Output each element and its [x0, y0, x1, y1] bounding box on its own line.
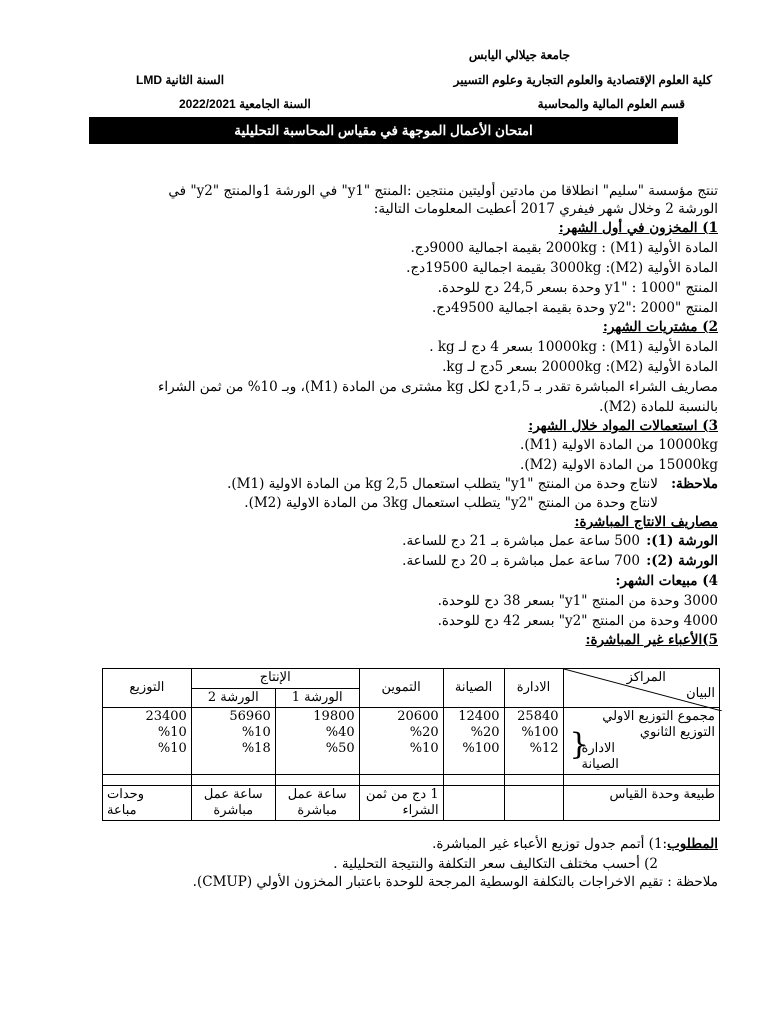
cell-value: 23400 [145, 709, 187, 724]
cell-value: %50 [325, 741, 355, 756]
col-supply-header: التموين [359, 669, 443, 708]
spacer-cell [191, 775, 275, 786]
section-1-heading: 1) المخزون في أول الشهر: [558, 220, 718, 236]
cell-value: %18 [241, 741, 271, 756]
s4-line: 3000 وحدة من المنتج "y1" بسعر 38 دج للوحدة. [437, 593, 718, 609]
supply-values [359, 708, 443, 775]
workshop-1-text: 500 ساعة عمل مباشرة بـ 21 دج للساعة. [402, 533, 640, 549]
indirect-costs-table [102, 668, 720, 821]
cell-value: مباشرة [297, 803, 338, 818]
required-label: المطلوب [667, 836, 718, 852]
s3-note-2: لانتاج وحدة من المنتج "y2" يتطلب استعمال 3kg من المادة الاولية (M2). [244, 495, 658, 511]
cell-value: %10 [409, 741, 439, 756]
s2-line: مصاريف الشراء المباشرة تقدر بـ 1,5دج لكل kg مشترى من المادة (M1)، وبـ 10% من ثمن الشراء [158, 379, 718, 395]
w1-values [275, 708, 359, 775]
col-w1-header: الورشة 1 [275, 688, 359, 708]
row-secondary-label: التوزيع الثانوي [639, 725, 715, 740]
s2-line: المادة الأولية (M1) : 10000kg بسعر 4 دج لـ kg . [429, 339, 718, 355]
brace-icon: { [569, 727, 589, 762]
cell-value: %10 [157, 741, 187, 756]
required-q1-line [432, 836, 718, 852]
cell-value: %10 [157, 725, 187, 740]
col-maint-header: الصيانة [443, 669, 504, 708]
dist-values [103, 708, 192, 775]
s1-line: المنتج "y1" : 1000 وحدة بسعر 24,5 دج للوحدة. [437, 280, 718, 296]
intro-line-1: تنتج مؤسسة "سليم" انطلاقا من مادتين أوليتين منتجين :المنتج "y1" في الورشة 1والمنتج "y2" في [168, 183, 718, 199]
faculty-name: كلية العلوم الإقتصادية والعلوم التجارية وعلوم التسيير [453, 73, 712, 87]
s4-line: 4000 وحدة من المنتج "y2" بسعر 42 دج للوحدة. [437, 613, 718, 629]
unit-w1 [275, 786, 359, 821]
s1-line: المادة الأولية (M2): 3000kg بقيمة اجمالية 19500دج. [406, 260, 718, 276]
required-note: ملاحظة : تقيم الاخراجات بالتكلفة الوسطية المرجحة للوحدة باعتبار المخزون الأولي (CMUP). [192, 874, 718, 890]
university-name: جامعة جيلالي اليابس [468, 48, 570, 62]
unit-maint [443, 786, 504, 821]
cell-value: مباشرة [213, 803, 254, 818]
spacer-cell [359, 775, 443, 786]
intro-line-2: الورشة 2 وخلال شهر فيفري 2017 أعطيت المعلومات التالية: [373, 201, 718, 217]
cell-value: الشراء [402, 803, 439, 818]
s2-line: المادة الأولية (M2): 20000kg بسعر 5دج لـ kg. [442, 359, 718, 375]
workshop-2-text: 700 ساعة عمل مباشرة بـ 20 دج للساعة. [402, 553, 640, 569]
academic-year: السنة الجامعية 2022/2021 [179, 97, 311, 111]
cell-value: 12400 [458, 709, 500, 724]
level-label: السنة الثانية LMD [136, 73, 225, 87]
s3-line: 10000kg من المادة الاولية (M1). [520, 437, 718, 453]
w2-values [191, 708, 275, 775]
section-4-heading: 4) مبيعات الشهر: [615, 573, 718, 589]
cell-value: %20 [470, 725, 500, 740]
cell-value: 25840 [517, 709, 559, 724]
col-w2-header: الورشة 2 [191, 688, 275, 708]
cell-value: %12 [529, 741, 559, 756]
s3-line: 15000kg من المادة الاولية (M2). [520, 457, 718, 473]
cell-value: 20600 [397, 709, 439, 724]
cell-value: 56960 [229, 709, 271, 724]
col-admin-header: الادارة [504, 669, 563, 708]
workshop-1-label: الورشة (1): [646, 533, 718, 549]
section-5-heading: 5)الأعباء غير المباشرة: [585, 632, 718, 648]
unit-dist [103, 786, 192, 821]
admin-values [504, 708, 563, 775]
cell-value: ساعة عمل [287, 787, 347, 802]
spacer-cell [275, 775, 359, 786]
cell-value: %100 [462, 741, 500, 756]
maint-values [443, 708, 504, 775]
cell-value: %10 [241, 725, 271, 740]
production-costs-heading: مصاريف الانتاج المباشرة: [574, 514, 718, 530]
exam-title: امتحان الأعمال الموجهة في مقياس المحاسبة التحليلية [89, 117, 678, 144]
sub-admin-label: الادارة [581, 741, 616, 756]
required-q2: 2) أحسب مختلف التكاليف سعر التكلفة والنتيجة التحليلية . [333, 856, 658, 872]
col-production-header: الإنتاج [191, 669, 359, 689]
cell-value: %40 [325, 725, 355, 740]
unit-supply [359, 786, 443, 821]
corner-cell [563, 669, 719, 708]
cell-value: 1 دج من ثمن [365, 787, 439, 802]
s3-note-1: لانتاج وحدة من المنتج "y1" يتطلب استعمال 2,5 kg من المادة الاولية (M1). [227, 476, 658, 492]
corner-centers: المراكز [626, 670, 666, 685]
corner-statement: البيان [686, 686, 715, 701]
s1-line: المادة الأولية (M1) : 2000kg بقيمة اجمالية 9000دج. [410, 240, 718, 256]
spacer-cell [443, 775, 504, 786]
spacer-cell [103, 775, 192, 786]
workshop-2-label: الورشة (2): [646, 553, 718, 569]
s3-note-label: ملاحظة: [671, 476, 718, 492]
unit-w2 [191, 786, 275, 821]
spacer-cell [563, 775, 719, 786]
cell-value: 19800 [313, 709, 355, 724]
cell-value: مباعة [107, 803, 137, 818]
section-2-heading: 2) مشتريات الشهر: [602, 319, 718, 335]
cell-value: ساعة عمل [203, 787, 263, 802]
department-name: قسم العلوم المالية والمحاسبة [537, 97, 685, 111]
col-distribution-header: التوزيع [103, 669, 192, 708]
required-q1: :1) أتمم جدول توزيع الأعباء غير المباشرة. [432, 836, 668, 852]
s2-line: بالنسبة للمادة (M2). [599, 399, 718, 415]
cell-value: %20 [409, 725, 439, 740]
sub-maint-label: الصيانة [581, 757, 619, 772]
spacer-cell [504, 775, 563, 786]
cell-value: %100 [521, 725, 559, 740]
rows-label-cell [563, 708, 719, 775]
row-primary-label: مجموع التوزيع الاولي [602, 709, 715, 724]
cell-value: وحدات [107, 787, 144, 802]
unit-admin [504, 786, 563, 821]
section-3-heading: 3) استعمالات المواد خلال الشهر: [528, 418, 718, 434]
s1-line: المنتج "y2": 2000 وحدة بقيمة اجمالية 49500دج. [432, 300, 718, 316]
row-unit-label: طبيعة وحدة القياس [563, 786, 719, 821]
